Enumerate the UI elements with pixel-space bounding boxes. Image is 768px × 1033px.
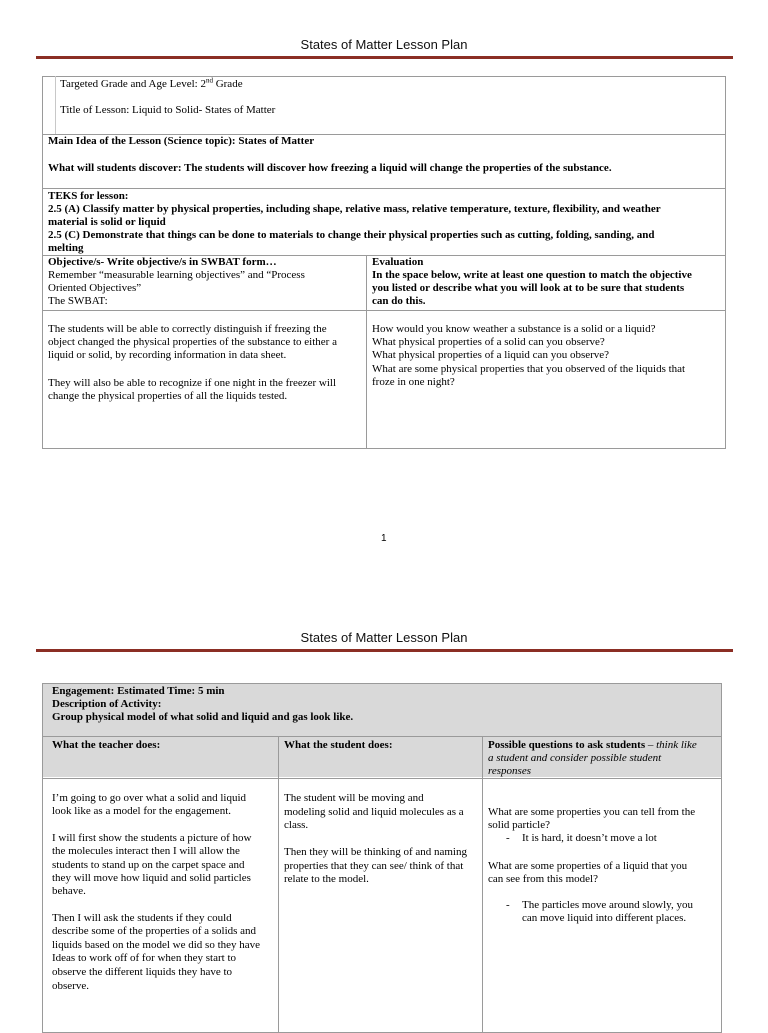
engagement-time: Engagement: Estimated Time: 5 min	[52, 685, 225, 697]
question-text: can see from this model?	[488, 873, 598, 885]
divider	[366, 255, 367, 449]
student-response: It is hard, it doesn’t move a lot	[522, 832, 657, 844]
objective-note: Oriented Objectives”	[48, 282, 142, 294]
student-text: class.	[284, 819, 309, 831]
teacher-text: the molecules interact then I will allow the	[52, 845, 240, 857]
lesson-title: Title of Lesson: Liquid to Solid- States of Matter	[60, 104, 276, 116]
student-text: relate to the model.	[284, 873, 369, 885]
page-number: 1	[381, 533, 387, 544]
divider	[278, 736, 279, 1033]
divider	[42, 778, 722, 779]
divider	[55, 76, 56, 134]
question-text: What are some properties of a liquid that you	[488, 860, 688, 872]
student-text: Then they will be thinking of and naming	[284, 846, 467, 858]
teacher-text: observe the different liquids they have to	[52, 966, 233, 978]
teacher-text: I will first show the students a picture of how	[52, 832, 252, 844]
student-text: The student will be moving and	[284, 792, 424, 804]
divider	[42, 310, 726, 311]
divider	[42, 736, 722, 737]
student-response: The particles move around slowly, you	[522, 899, 693, 911]
teacher-text: behave.	[52, 885, 86, 897]
teacher-text: students to stand up on the carpet space and	[52, 859, 245, 871]
teacher-text: they will move how liquid and solid particles	[52, 872, 251, 884]
bullet-dash: -	[506, 832, 510, 844]
student-response: can move liquid into different places.	[522, 912, 687, 924]
student-text: modeling solid and liquid molecules as a	[284, 806, 464, 818]
teks-item: 2.5 (C) Demonstrate that things can be done to materials to change their physical properties such as cutting, folding, sanding, and	[48, 229, 655, 241]
teks-heading: TEKS for lesson:	[48, 190, 129, 202]
page-title: States of Matter Lesson Plan	[300, 630, 468, 645]
bullet-dash: -	[506, 899, 510, 911]
teacher-text: look like as a model for the engagement.	[52, 805, 231, 817]
main-idea: Main Idea of the Lesson (Science topic): States of Matter	[48, 135, 315, 147]
teacher-text: Then I will ask the students if they could	[52, 912, 232, 924]
evaluation-text: froze in one night?	[372, 376, 455, 388]
objective-note: The SWBAT:	[48, 295, 108, 307]
teacher-text: I’m going to go over what a solid and liquid	[52, 792, 246, 804]
grade-level: Targeted Grade and Age Level: 2nd Grade	[60, 76, 243, 90]
question-text: What are some properties you can tell from the	[488, 806, 696, 818]
activity-description-label: Description of Activity:	[52, 698, 162, 710]
page-title: States of Matter Lesson Plan	[300, 37, 468, 52]
teks-item: 2.5 (A) Classify matter by physical properties, including shape, relative mass, relative temperature, texture, flexibility, and weather	[48, 203, 661, 215]
teacher-text: observe.	[52, 980, 89, 992]
objective-text: change the physical properties of all the liquids tested.	[48, 390, 288, 402]
teacher-text: liquids based on the model we did so they have	[52, 939, 261, 951]
teks-item: melting	[48, 242, 84, 254]
evaluation-heading: Evaluation	[372, 256, 424, 268]
header-rule	[36, 649, 733, 652]
questions-column-header: responses	[488, 765, 531, 777]
teacher-text: describe some of the properties of a solids and	[52, 925, 257, 937]
evaluation-note: you listed or describe what you will look at to be sure that students	[372, 282, 685, 294]
discover-statement: What will students discover: The students will discover how freezing a liquid will change the properties of the substance.	[48, 162, 612, 174]
objective-text: The students will be able to correctly distinguish if freezing the	[48, 323, 327, 335]
evaluation-text: What physical properties of a liquid can you observe?	[372, 349, 610, 361]
questions-column-header: a student and consider possible student	[488, 752, 662, 764]
objective-text: They will also be able to recognize if one night in the freezer will	[48, 377, 337, 389]
objective-note: Remember “measurable learning objectives” and “Process	[48, 269, 305, 281]
teacher-column-header: What the teacher does:	[52, 739, 161, 751]
objective-text: object changed the physical properties of the substance to either a	[48, 336, 337, 348]
activity-description: Group physical model of what solid and liquid and gas look like.	[52, 711, 354, 723]
evaluation-note: can do this.	[372, 295, 426, 307]
questions-column-header: Possible questions to ask students – think like	[488, 739, 697, 751]
student-column-header: What the student does:	[284, 739, 393, 751]
divider	[482, 736, 483, 1033]
header-rule	[36, 56, 733, 59]
divider	[42, 188, 726, 189]
objective-heading: Objective/s- Write objective/s in SWBAT form…	[48, 256, 277, 268]
teks-item: material is solid or liquid	[48, 216, 166, 228]
evaluation-text: How would you know weather a substance is a solid or a liquid?	[372, 323, 656, 335]
evaluation-note: In the space below, write at least one question to match the objective	[372, 269, 692, 281]
evaluation-text: What physical properties of a solid can you observe?	[372, 336, 605, 348]
teacher-text: Ideas to work off of for when they start to	[52, 952, 236, 964]
objective-text: liquid or solid, by recording information in data sheet.	[48, 349, 287, 361]
student-text: properties that they can see/ think of that	[284, 860, 464, 872]
question-text: solid particle?	[488, 819, 551, 831]
evaluation-text: What are some physical properties that you observed of the liquids that	[372, 363, 686, 375]
